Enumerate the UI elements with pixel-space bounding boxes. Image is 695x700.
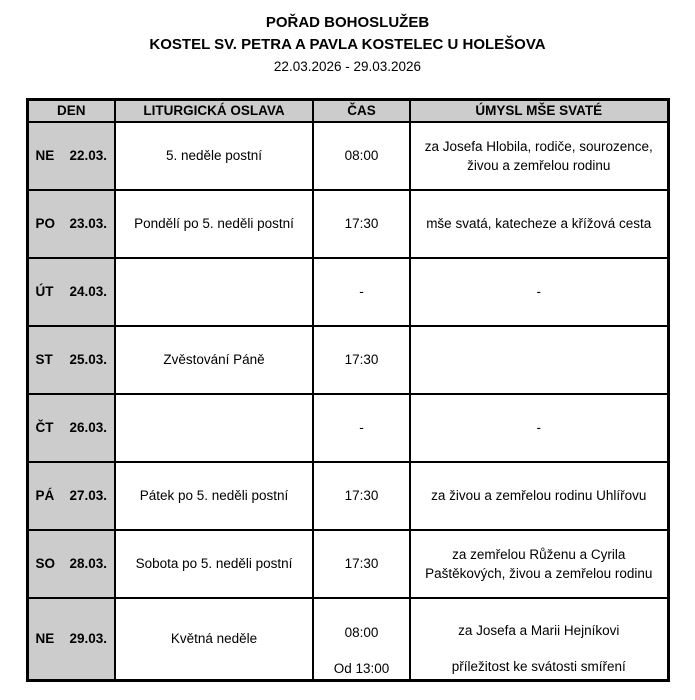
intention-entry: za Josefa a Marii Hejníkovi [458, 623, 620, 639]
page-title: POŘAD BOHOSLUŽEB [265, 14, 430, 31]
day-cell [27, 598, 115, 681]
time-cell: 17:30 [313, 190, 410, 258]
schedule-body [27, 122, 668, 681]
day-abbrev: NE [35, 631, 55, 647]
celebration-cell: Zvěstování Páně [115, 326, 313, 394]
day-cell [27, 122, 115, 190]
celebration-cell: 5. neděle postní [115, 122, 313, 190]
day-abbrev: NE [35, 148, 55, 163]
intention-cell: mše svatá, katecheze a křížová cesta [410, 190, 668, 258]
celebration-cell: Pátek po 5. neděli postní [115, 462, 313, 530]
day-abbrev: ČT [35, 420, 54, 435]
day-abbrev: ÚT [35, 284, 54, 299]
table-row [27, 258, 668, 326]
time-cell: - [313, 394, 410, 462]
intention-cell: - [410, 258, 668, 326]
day-abbrev: SO [35, 556, 56, 571]
day-label [29, 488, 115, 503]
intention-stack [423, 599, 655, 679]
date-range: 22.03.2026 - 29.03.2026 [273, 59, 422, 74]
col-header-time: ČAS [313, 100, 410, 122]
intention-cell: za živou a zemřelou rodinu Uhlířovu [410, 462, 668, 530]
document-header [0, 0, 695, 78]
day-label [29, 352, 115, 367]
day-label [29, 420, 115, 435]
time-cell: 17:30 [313, 462, 410, 530]
day-cell [27, 190, 115, 258]
table-row [27, 190, 668, 258]
table-row [27, 462, 668, 530]
day-cell [27, 326, 115, 394]
day-cell [27, 462, 115, 530]
celebration-cell: Pondělí po 5. neděli postní [115, 190, 313, 258]
table-row [27, 530, 668, 598]
day-abbrev: PÁ [35, 488, 55, 503]
time-cell: 08:00 [313, 122, 410, 190]
schedule-table [26, 98, 670, 682]
day-date: 27.03. [69, 488, 107, 503]
day-date: 24.03. [69, 284, 107, 299]
col-header-day: DEN [27, 100, 115, 122]
time-entry: Od 13:00 [333, 660, 390, 676]
table-row [27, 394, 668, 462]
intention-entry: příležitost ke svátosti smíření [451, 658, 626, 674]
celebration-cell [115, 258, 313, 326]
day-cell [27, 530, 115, 598]
intention-cell [410, 598, 668, 681]
day-date: 29.03. [69, 631, 107, 647]
day-cell [27, 258, 115, 326]
church-name: KOSTEL SV. PETRA A PAVLA KOSTELEC U HOLEŠOVA [149, 36, 546, 53]
day-cell [27, 394, 115, 462]
celebration-cell: Sobota po 5. neděli postní [115, 530, 313, 598]
day-label [29, 284, 115, 299]
intention-cell: za Josefa Hlobila, rodiče, sourozence, živou a zemřelou rodinu [410, 122, 668, 190]
day-date: 25.03. [69, 352, 107, 367]
table-row [27, 122, 668, 190]
intention-cell: za zemřelou Růženu a Cyrila Paštěkových, živou a zemřelou rodinu [410, 530, 668, 598]
day-label [29, 556, 115, 571]
day-date: 23.03. [69, 216, 107, 231]
day-abbrev: PO [35, 216, 56, 231]
time-cell: - [313, 258, 410, 326]
header-row [27, 100, 668, 122]
table-row [27, 598, 668, 681]
celebration-cell [115, 394, 313, 462]
time-entry: 08:00 [344, 625, 379, 641]
day-date: 28.03. [69, 556, 107, 571]
day-abbrev: ST [35, 352, 53, 367]
time-stack [316, 599, 407, 679]
col-header-intention: ÚMYSL MŠE SVATÉ [410, 100, 668, 122]
time-cell: 17:30 [313, 530, 410, 598]
day-date: 22.03. [69, 148, 107, 163]
intention-cell: - [410, 394, 668, 462]
celebration-cell: Květná neděle [115, 598, 313, 681]
day-date: 26.03. [69, 420, 107, 435]
time-cell [313, 598, 410, 681]
day-label [29, 631, 115, 646]
day-label [29, 216, 115, 231]
day-label [29, 148, 115, 163]
time-cell: 17:30 [313, 326, 410, 394]
col-header-celebration: LITURGICKÁ OSLAVA [115, 100, 313, 122]
intention-cell [410, 326, 668, 394]
table-row [27, 326, 668, 394]
